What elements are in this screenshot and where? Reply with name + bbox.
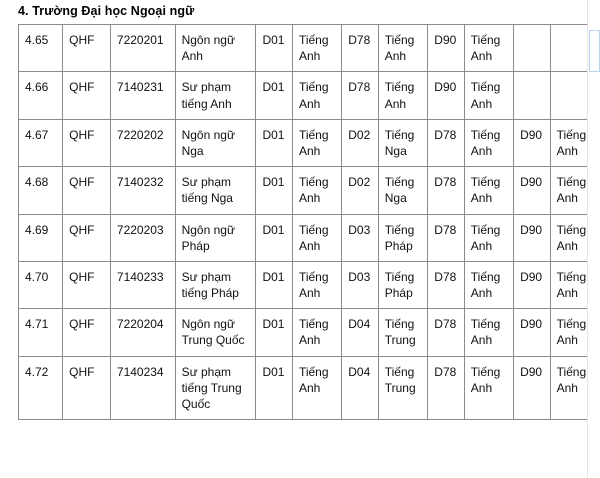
cell-school-code: QHF bbox=[63, 261, 111, 308]
cell-block-code: D01 bbox=[256, 167, 292, 214]
cell-block-code: D90 bbox=[428, 72, 464, 119]
table-row bbox=[19, 119, 600, 166]
cell-block-code: D78 bbox=[428, 309, 464, 356]
cell-block-code: D78 bbox=[428, 167, 464, 214]
cell-block-code: D02 bbox=[342, 119, 378, 166]
cell-block-code: D78 bbox=[428, 119, 464, 166]
table-row bbox=[19, 167, 600, 214]
cell-block-code: D04 bbox=[342, 309, 378, 356]
cell-block-code: D01 bbox=[256, 119, 292, 166]
cell-block-code: D90 bbox=[514, 309, 550, 356]
cell-code: 4.72 bbox=[19, 356, 63, 420]
table-row bbox=[19, 72, 600, 119]
cell-block-subject: Tiếng Anh bbox=[292, 356, 341, 420]
cell-block-code: D90 bbox=[428, 25, 464, 72]
cell-code: 4.65 bbox=[19, 25, 63, 72]
cell-block-subject: Tiếng Anh bbox=[464, 214, 513, 261]
cell-school-code: QHF bbox=[63, 119, 111, 166]
table-body bbox=[19, 25, 600, 420]
cell-code: 4.66 bbox=[19, 72, 63, 119]
cell-block-code: D01 bbox=[256, 261, 292, 308]
cell-block-code: D90 bbox=[514, 167, 550, 214]
cell-block-code: D90 bbox=[514, 119, 550, 166]
admission-table bbox=[18, 24, 600, 420]
scrollbar-thumb[interactable] bbox=[589, 30, 600, 72]
cell-block-subject: Tiếng Anh bbox=[292, 119, 341, 166]
cell-block-code: D01 bbox=[256, 309, 292, 356]
cell-block-subject: Tiếng Anh bbox=[378, 72, 428, 119]
cell-school-code: QHF bbox=[63, 25, 111, 72]
cell-block-code: D01 bbox=[256, 214, 292, 261]
cell-block-subject: Tiếng Nga bbox=[378, 119, 428, 166]
cell-block-subject: Tiếng Anh bbox=[292, 25, 341, 72]
cell-major-code: 7220204 bbox=[110, 309, 175, 356]
cell-block-code: D78 bbox=[342, 72, 378, 119]
cell-block-code: D03 bbox=[342, 261, 378, 308]
cell-block-subject: Tiếng Anh bbox=[550, 214, 599, 261]
cell-block-subject: Tiếng Anh bbox=[464, 72, 513, 119]
cell-block-code: D90 bbox=[514, 356, 550, 420]
cell-block-subject: Tiếng Anh bbox=[292, 72, 341, 119]
cell-block-subject: Tiếng Anh bbox=[292, 167, 341, 214]
cell-major-code: 7140234 bbox=[110, 356, 175, 420]
cell-major-code: 7140233 bbox=[110, 261, 175, 308]
cell-major-name: Ngôn ngữ Anh bbox=[175, 25, 256, 72]
vertical-scrollbar[interactable] bbox=[587, 0, 600, 478]
cell-block-code: D78 bbox=[342, 25, 378, 72]
cell-major-code: 7220201 bbox=[110, 25, 175, 72]
cell-block-code: D02 bbox=[342, 167, 378, 214]
table-row bbox=[19, 25, 600, 72]
cell-major-name: Sư phạm tiếng Trung Quốc bbox=[175, 356, 256, 420]
cell-block-subject: Tiếng Trung bbox=[378, 309, 428, 356]
table-row bbox=[19, 214, 600, 261]
cell-block-code: D04 bbox=[342, 356, 378, 420]
cell-block-subject: Tiếng Anh bbox=[464, 261, 513, 308]
cell-block-subject: Tiếng Anh bbox=[378, 25, 428, 72]
cell-block-code: D03 bbox=[342, 214, 378, 261]
cell-block-subject: Tiếng Anh bbox=[550, 167, 599, 214]
cell-block-subject: Tiếng Anh bbox=[550, 119, 599, 166]
table-row bbox=[19, 261, 600, 308]
cell-school-code: QHF bbox=[63, 72, 111, 119]
cell-block-subject: Tiếng Pháp bbox=[378, 261, 428, 308]
cell-major-name: Sư phạm tiếng Pháp bbox=[175, 261, 256, 308]
cell-block-subject: Tiếng Anh bbox=[464, 309, 513, 356]
cell-major-name: Sư phạm tiếng Anh bbox=[175, 72, 256, 119]
cell-code: 4.71 bbox=[19, 309, 63, 356]
cell-block-subject: Tiếng Anh bbox=[292, 214, 341, 261]
cell-school-code: QHF bbox=[63, 309, 111, 356]
cell-major-code: 7220203 bbox=[110, 214, 175, 261]
cell-block-code: D78 bbox=[428, 214, 464, 261]
cell-block-subject: Tiếng Anh bbox=[292, 309, 341, 356]
cell-code: 4.70 bbox=[19, 261, 63, 308]
cell-school-code: QHF bbox=[63, 214, 111, 261]
cell-block-subject: Tiếng Anh bbox=[464, 167, 513, 214]
cell-block-subject: Tiếng Anh bbox=[464, 119, 513, 166]
cell-major-name: Ngôn ngữ Pháp bbox=[175, 214, 256, 261]
cell-block-subject: Tiếng Nga bbox=[378, 167, 428, 214]
cell-block-code: D01 bbox=[256, 356, 292, 420]
section-title: 4. Trường Đại học Ngoại ngữ bbox=[18, 4, 195, 18]
cell-block-subject: Tiếng Anh bbox=[292, 261, 341, 308]
cell-block-subject: Tiếng Pháp bbox=[378, 214, 428, 261]
cell-code: 4.69 bbox=[19, 214, 63, 261]
cell-block-subject: Tiếng Anh bbox=[464, 356, 513, 420]
cell-code: 4.68 bbox=[19, 167, 63, 214]
cell-block-code: D90 bbox=[514, 214, 550, 261]
cell-block-code: D01 bbox=[256, 25, 292, 72]
cell-block-code-empty bbox=[514, 72, 550, 119]
table-row bbox=[19, 309, 600, 356]
cell-block-code-empty bbox=[514, 25, 550, 72]
cell-code: 4.67 bbox=[19, 119, 63, 166]
cell-school-code: QHF bbox=[63, 356, 111, 420]
cell-major-code: 7140231 bbox=[110, 72, 175, 119]
cell-major-name: Sư phạm tiếng Nga bbox=[175, 167, 256, 214]
cell-block-subject: Tiếng Anh bbox=[550, 261, 599, 308]
cell-block-code: D01 bbox=[256, 72, 292, 119]
cell-block-code: D78 bbox=[428, 356, 464, 420]
table-row bbox=[19, 356, 600, 420]
cell-school-code: QHF bbox=[63, 167, 111, 214]
cell-block-subject: Tiếng Anh bbox=[550, 309, 599, 356]
cell-major-code: 7140232 bbox=[110, 167, 175, 214]
cell-major-code: 7220202 bbox=[110, 119, 175, 166]
cell-major-name: Ngôn ngữ Trung Quốc bbox=[175, 309, 256, 356]
cell-block-code: D90 bbox=[514, 261, 550, 308]
cell-block-code: D78 bbox=[428, 261, 464, 308]
cell-block-subject: Tiếng Trung bbox=[378, 356, 428, 420]
cell-block-subject: Tiếng Anh bbox=[464, 25, 513, 72]
cell-major-name: Ngôn ngữ Nga bbox=[175, 119, 256, 166]
cell-block-subject: Tiếng Anh bbox=[550, 356, 599, 420]
